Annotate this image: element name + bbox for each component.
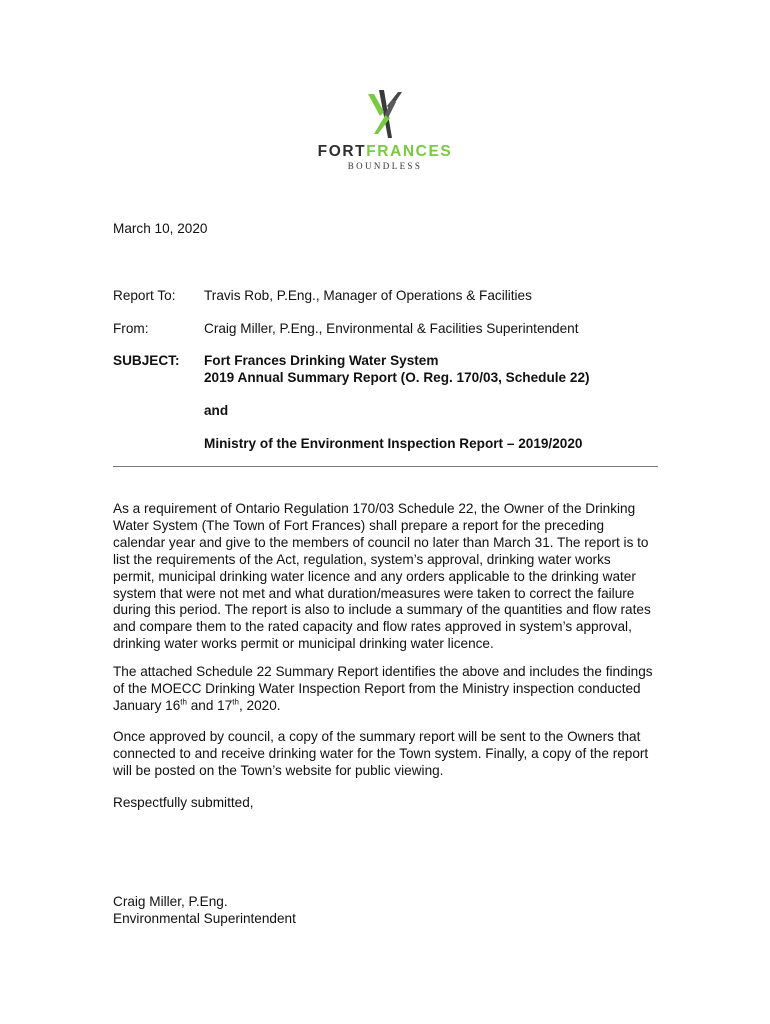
- wordmark-fort: FORT: [317, 143, 367, 160]
- para2-sup-1: th: [180, 697, 187, 707]
- fort-frances-logo-icon: [362, 88, 408, 138]
- logo-wordmark: [0, 144, 770, 160]
- report-to-label: Report To:: [113, 288, 176, 303]
- closing-line: Respectfully submitted,: [113, 795, 254, 810]
- body-paragraph-3: Once approved by council, a copy of the summary report will be sent to the Owners that connected to and receive drinking water for the Town system. Finally, a copy of the report will be posted on the Town’s website for public viewing.: [113, 729, 649, 778]
- letter-date: March 10, 2020: [113, 221, 208, 236]
- letterhead-logo: [0, 88, 770, 171]
- subject-line-1: Fort Frances Drinking Water System: [204, 353, 439, 368]
- subject-line-2: 2019 Annual Summary Report (O. Reg. 170/03, Schedule 22): [204, 370, 590, 385]
- from-label: From:: [113, 321, 149, 336]
- signature-name: Craig Miller, P.Eng.: [113, 894, 228, 909]
- signature-title: Environmental Superintendent: [113, 911, 296, 926]
- para2-sup-2: th: [232, 697, 239, 707]
- header-divider: [113, 466, 658, 467]
- para2-text-b: and 17: [186, 697, 233, 713]
- report-to-value: Travis Rob, P.Eng., Manager of Operations & Facilities: [204, 288, 532, 303]
- subject-line-3: Ministry of the Environment Inspection Report – 2019/2020: [204, 436, 583, 451]
- para2-text-c: , 2020.: [238, 697, 281, 713]
- logo-tagline: BOUNDLESS: [347, 160, 423, 171]
- body-paragraph-2: [113, 664, 653, 715]
- wordmark-frances: FRANCES: [366, 143, 453, 160]
- subject-label: SUBJECT:: [113, 353, 180, 368]
- subject-and: and: [204, 403, 229, 418]
- from-value: Craig Miller, P.Eng., Environmental & Facilities Superintendent: [204, 321, 579, 336]
- para2-text-a: The attached Schedule 22 Summary Report identifies the above and includes the findings of the MOECC Drinking Water Inspection Report from the Ministry inspection conducted January 16: [113, 664, 653, 713]
- body-paragraph-1: As a requirement of Ontario Regulation 170/03 Schedule 22, the Owner of the Drinking Water System (The Town of Fort Frances) shall prepare a report for the preceding calendar year and give to the members of council no later than March 31. The report is to list the requirements of the Act, regulation, system’s approval, drinking water works permit, municipal drinking water licence and any orders applicable to the drinking water system that were not met and what duration/measures were taken to correct the failure during this period. The report is also to include a summary of the quantities and flow rates and compare them to the rated capacity and flow rates approved in system’s approval, drinking water works permit or municipal drinking water licence.: [113, 501, 651, 652]
